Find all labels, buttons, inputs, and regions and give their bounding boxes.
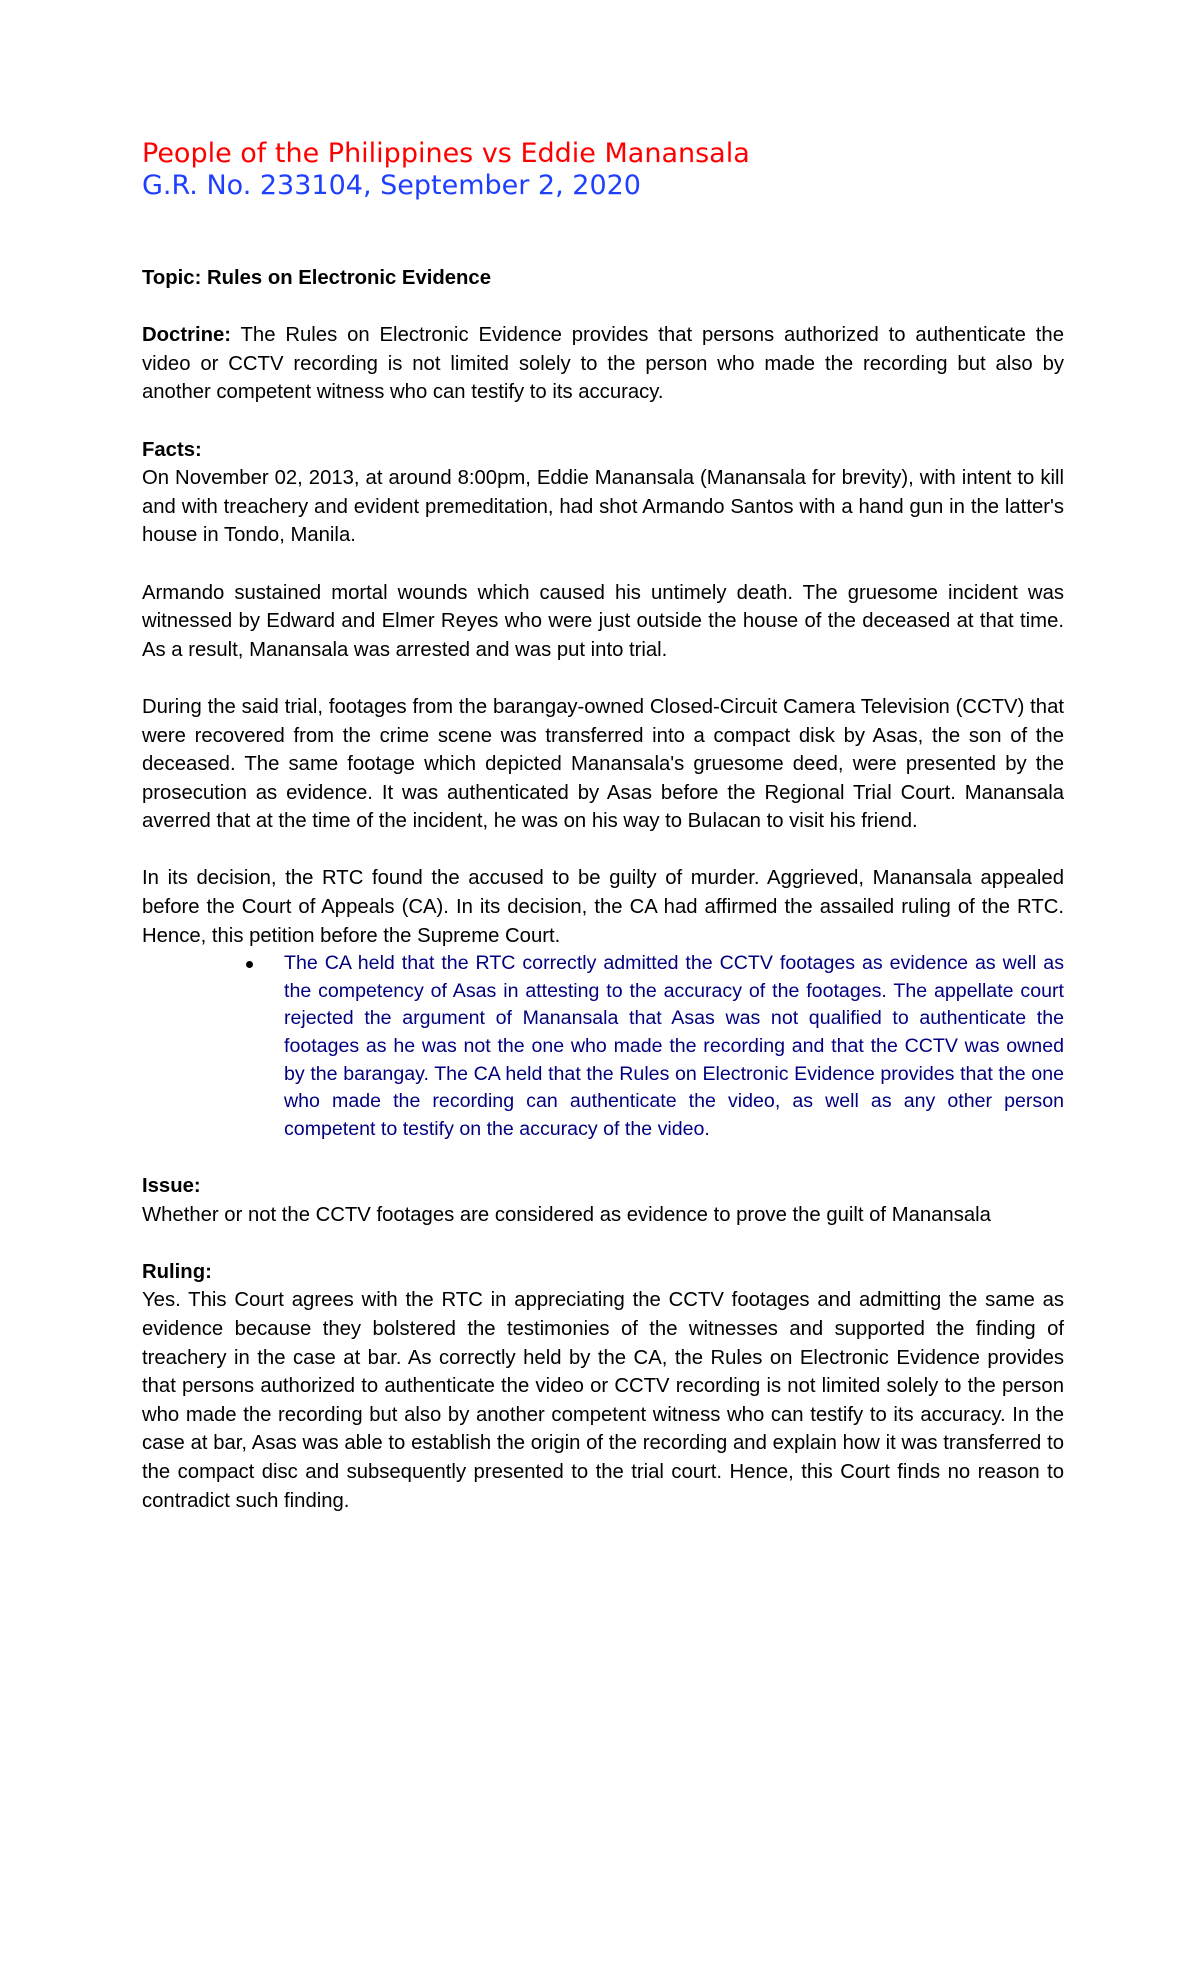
facts-paragraph-4: In its decision, the RTC found the accused to be guilty of murder. Aggrieved, Manansala appealed before the Court of Appeals (CA). In its decision, the CA had affirmed the assailed ruling of the RTC. Hence, this petition before the Supreme Court. (142, 867, 1064, 947)
section-gap (142, 1143, 1064, 1172)
facts-bullet-item (284, 950, 1064, 1143)
doctrine-label: Doctrine: (142, 324, 232, 347)
bullet-dot-icon (246, 961, 253, 968)
paragraph-gap (142, 550, 1064, 579)
facts-paragraph-1: On November 02, 2013, at around 8:00pm, Eddie Manansala (Manansala for brevity), with intent to kill and with treachery and evident premeditation, had shot Armando Santos with a hand gun in the latter's house in Tondo, Manila. (142, 467, 1064, 547)
facts-paragraph-3: During the said trial, footages from the barangay-owned Closed-Circuit Camera Television (CCTV) that were recovered from the crime scene was transferred into a compact disk by Asas, the son of the deceased. The same footage which depicted Manansala's gruesome deed, were presented by the prosecution as evidence. It was authenticated by Asas before the Regional Trial Court. Manansala averred that at the time of the incident, he was on his way to Bulacan to visit his friend. (142, 695, 1064, 833)
ruling-heading: Ruling: (142, 1260, 212, 1283)
facts-heading: Facts: (142, 438, 202, 461)
topic-heading: Topic: Rules on Electronic Evidence (142, 267, 491, 289)
paragraph-gap (142, 664, 1064, 693)
section-gap (142, 407, 1064, 436)
facts-bullet-list (142, 950, 1064, 1143)
title-spacer (142, 202, 1064, 264)
case-gr-number: G.R. No. 233104, September 2, 2020 (142, 170, 641, 201)
paragraph-gap (142, 836, 1064, 865)
section-gap (142, 1229, 1064, 1258)
doctrine-paragraph (142, 321, 1064, 407)
facts-paragraph-2: Armando sustained mortal wounds which caused his untimely death. The gruesome incident was witnessed by Edward and Elmer Reyes who were just outside the house of the deceased at that time. As a result, Manansala was arrested and was put into trial. (142, 581, 1064, 661)
document-body (142, 138, 1064, 1515)
case-title: People of the Philippines vs Eddie Manansala (142, 138, 750, 169)
facts-bullet-text: The CA held that the RTC correctly admitted the CCTV footages as evidence as well as the competency of Asas in attesting to the accuracy of the footages. The appellate court rejected the argument of Manansala that Asas was not qualified to authenticate the footages as he was not the one who made the recording and that the CCTV was owned by the barangay. The CA held that the Rules on Electronic Evidence provides that the one who made the recording can authenticate the video, as well as any other person competent to testify on the accuracy of the video. (284, 952, 1064, 1140)
section-gap (142, 293, 1064, 322)
issue-text: Whether or not the CCTV footages are considered as evidence to prove the guilt of Manansala (142, 1203, 991, 1226)
issue-heading: Issue: (142, 1175, 201, 1197)
ruling-text: Yes. This Court agrees with the RTC in appreciating the CCTV footages and admitting the same as evidence because they bolstered the testimonies of the witnesses and supported the finding of treachery in the case at bar. As correctly held by the CA, the Rules on Electronic Evidence provides that persons authorized to authenticate the video or CCTV recording is not limited solely to the person who made the recording but also by another competent witness who can testify to its accuracy. In the case at bar, Asas was able to establish the origin of the recording and explain how it was transferred to the compact disc and subsequently presented to the trial court. Hence, this Court finds no reason to contradict such finding. (142, 1289, 1064, 1512)
doctrine-text: The Rules on Electronic Evidence provides that persons authorized to authenticate the video or CCTV recording is not limited solely to the person who made the recording but also by another competent witness who can testify to its accuracy. (142, 324, 1064, 404)
